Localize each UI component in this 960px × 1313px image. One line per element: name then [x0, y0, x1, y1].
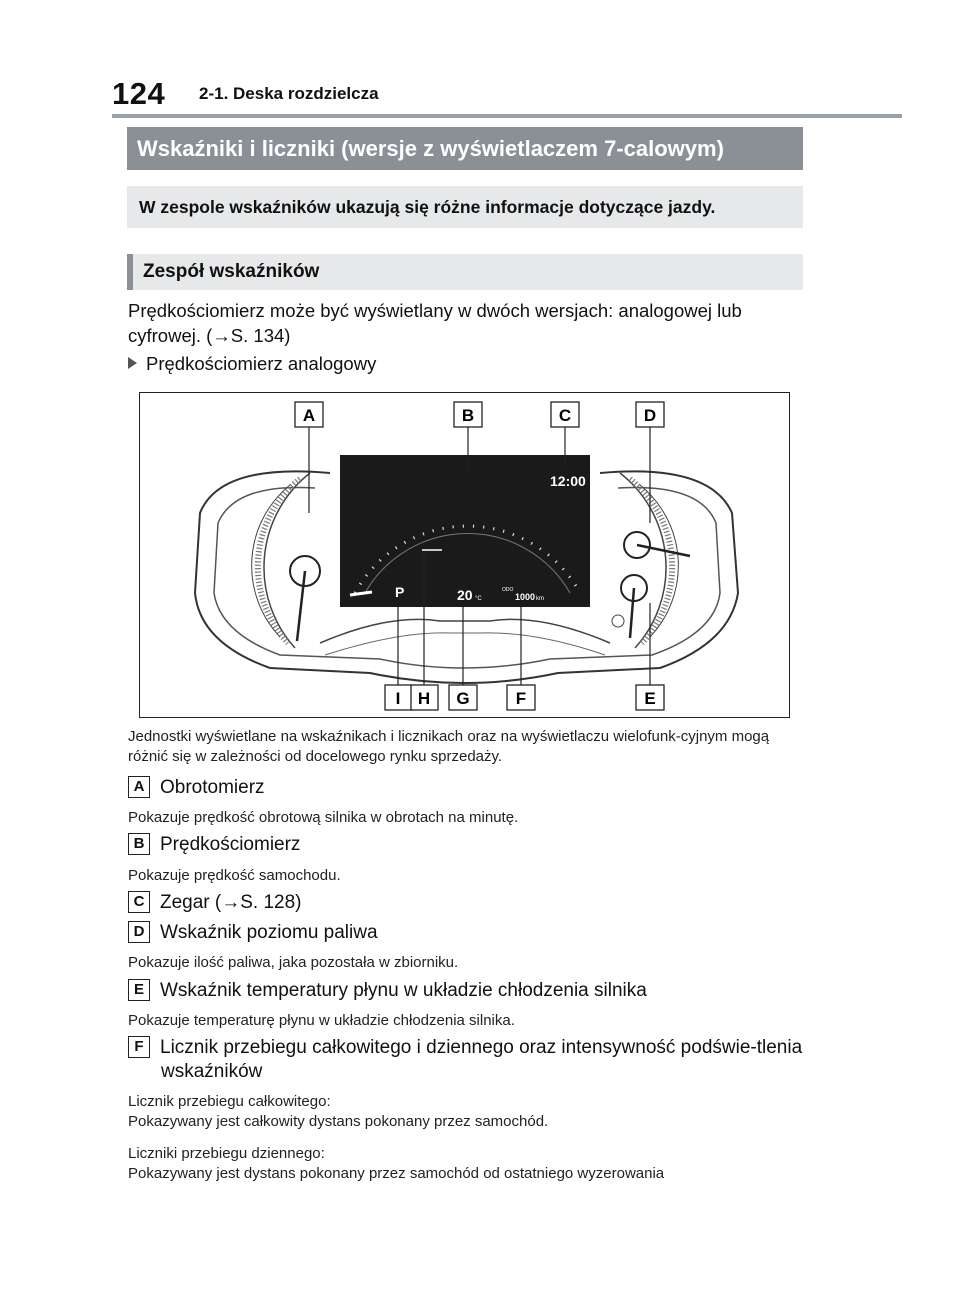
svg-text:F: F [515, 689, 527, 708]
body-paragraph: Prędkościomierz może być wyświetlany w dwóch wersjach: analogowej lub cyfrowej. (→S. 134) [128, 300, 742, 346]
svg-text:A: A [302, 406, 316, 425]
display-clock: 12:00 [550, 473, 586, 489]
svg-text:C: C [558, 406, 572, 425]
item-e-key: E [128, 979, 150, 1001]
triangle-bullet-icon [128, 357, 137, 369]
odo-total-text: Pokazywany jest całkowity dystans pokonany przez samochód. [128, 1113, 549, 1130]
item-a-desc: Pokazuje prędkość obrotową silnika w obrotach na minutę. [128, 809, 519, 826]
callout-i [385, 685, 412, 710]
subheading [127, 254, 803, 290]
item-c-key: C [128, 891, 150, 913]
callout-f [507, 685, 535, 710]
item-a [128, 776, 265, 800]
item-b-key: B [128, 833, 150, 855]
bullet-item [128, 353, 376, 375]
callout-c [551, 402, 579, 427]
display-odo-unit: km [536, 596, 544, 602]
page-number: 124 [112, 76, 166, 111]
callout-e [636, 685, 664, 710]
display-gear: P [395, 584, 405, 600]
item-f-title: Licznik przebiegu całkowitego i dziennego oraz intensywność podświe-tlenia wskaźników [160, 1037, 803, 1082]
header-rule [112, 114, 902, 118]
svg-text:G: G [456, 689, 470, 708]
item-e-title: Wskaźnik temperatury płynu w układzie chłodzenia silnika [160, 980, 647, 1001]
callout-b [454, 402, 482, 427]
callout-g [449, 685, 477, 710]
odo-trip [128, 1144, 804, 1184]
svg-text:E: E [644, 689, 656, 708]
svg-text:I: I [395, 689, 401, 708]
odo-trip-label: Liczniki przebiegu dziennego: [128, 1145, 325, 1162]
odo-total-label: Licznik przebiegu całkowitego: [128, 1093, 331, 1110]
item-f [128, 1036, 821, 1084]
callout-d [636, 402, 664, 427]
odo-total [128, 1092, 804, 1132]
display-temp: 20 [457, 587, 473, 603]
svg-text:B: B [461, 406, 475, 425]
bullet-text: Prędkościomierz analogowy [146, 353, 377, 374]
instrument-cluster-figure [139, 392, 790, 718]
cluster-illustration [140, 393, 788, 716]
display-odo-label: ODO [502, 587, 514, 593]
item-d-key: D [128, 921, 150, 943]
display-temp-unit: °C [475, 596, 482, 602]
svg-text:D: D [643, 406, 657, 425]
subheading-text: Zespół wskaźników [143, 261, 320, 282]
item-e [128, 979, 647, 1003]
item-c-title: Zegar (→S. 128) [160, 892, 302, 913]
item-b-title: Prędkościomierz [160, 834, 301, 855]
callout-h [411, 685, 438, 710]
intro-box: W zespole wskaźników ukazują się różne informacje dotyczące jazdy. [127, 186, 803, 228]
display-odo-value: 1000 [515, 592, 536, 602]
item-c [128, 891, 302, 915]
item-d [128, 921, 378, 945]
chapter-banner: Wskaźniki i liczniki (wersje z wyświetlaczem 7-calowym) [127, 127, 803, 170]
item-d-title: Wskaźnik poziomu paliwa [160, 922, 378, 943]
item-a-title: Obrotomierz [160, 777, 265, 798]
section-title: 2-1. Deska rozdzielcza [199, 84, 379, 103]
item-e-desc: Pokazuje temperaturę płynu w układzie chłodzenia silnika. [128, 1012, 515, 1029]
item-b [128, 833, 300, 857]
item-a-key: A [128, 776, 150, 798]
item-d-desc: Pokazuje ilość paliwa, jaka pozostała w zbiorniku. [128, 954, 459, 971]
odo-trip-text: Pokazywany jest dystans pokonany przez samochód od ostatniego wyzerowania [128, 1165, 665, 1182]
units-note: Jednostki wyświetlane na wskaźnikach i licznikach oraz na wyświetlaczu wielofunk-cyjnym mogą różnić się w zależności od docelowego rynku sprzedaży. [128, 728, 770, 765]
item-f-key: F [128, 1036, 150, 1058]
callout-a [295, 402, 323, 427]
svg-text:H: H [417, 689, 431, 708]
item-b-desc: Pokazuje prędkość samochodu. [128, 867, 341, 884]
